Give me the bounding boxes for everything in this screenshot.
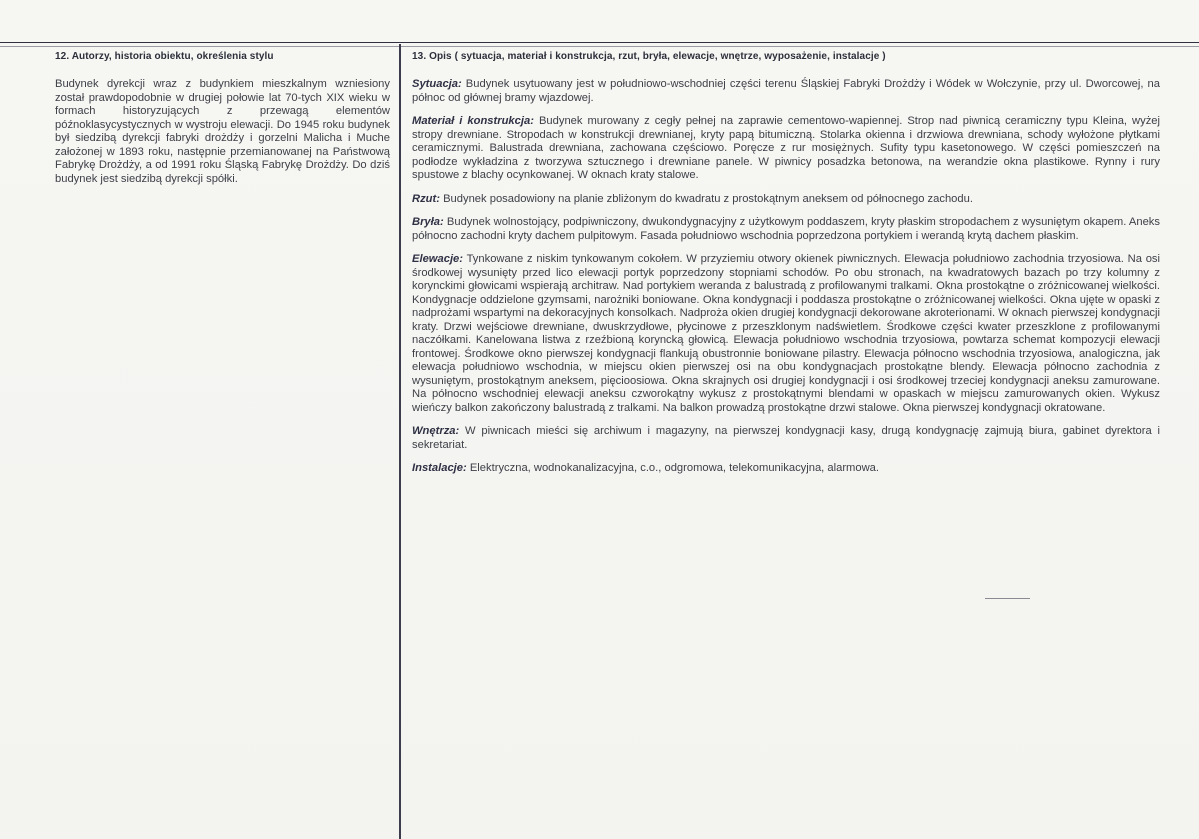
label-material: Materiał i konstrukcja: xyxy=(412,115,534,127)
label-rzut: Rzut: xyxy=(412,192,440,205)
text-rzut: Budynek posadowiony na planie zbliżonym do kwadratu z prostokątnym aneksem od północnego zachodu. xyxy=(439,192,973,205)
text-instalacje: Elektryczna, wodnokanalizacyjna, c.o., odgromowa, telekomunikacyjna, alarmowa. xyxy=(466,462,880,474)
label-sytuacja: Sytuacja: xyxy=(412,78,462,90)
paragraph-bryla xyxy=(412,216,1160,243)
right-section-heading: 13. Opis ( sytuacja, materiał i konstrukcja, rzut, bryła, elewacje, wnętrze, wyposażenie, instalacje ) xyxy=(412,51,886,62)
paragraph-wnetrza xyxy=(412,425,1160,452)
top-border-line-thin xyxy=(0,46,1199,47)
paragraph-sytuacja xyxy=(412,78,1160,105)
column-divider xyxy=(399,44,401,839)
left-section-text: Budynek dyrekcji wraz z budynkiem mieszkalnym wzniesiony został prawdopodobnie w drugiej połowie lat 70-tych XIX wieku w formach historyzujących z przewagą elementów późnoklasycystycznych w wystroju elewacji. Do 1945 roku budynek był siedzibą dyrekcji fabryki drożdży i gorzelni Malicha i Muche założonej w 1893 roku, następnie przemianowanej na Państwową Fabrykę Drożdży, a od 1991 roku Śląską Fabrykę Drożdży. Do dziś budynek jest siedzibą dyrekcji spółki. xyxy=(55,78,390,185)
top-border-line xyxy=(0,42,1199,43)
pen-stroke-mark xyxy=(985,598,1030,599)
label-elewacje: Elewacje: xyxy=(412,253,463,265)
paragraph-material xyxy=(412,115,1160,183)
paragraph-elewacje xyxy=(412,253,1160,415)
text-sytuacja: Budynek usytuowany jest w południowo-wschodniej części terenu Śląskiej Fabryki Drożdży i Wódek w Wołczynie, przy ul. Dworcowej, na północ od głównej bramy wjazdowej. xyxy=(412,78,1160,104)
text-wnetrza: W piwnicach mieści się archiwum i magazyny, na pierwszej kondygnacji kasy, drugą kondygnację zajmują biura, gabinet dyrektora i sekretariat. xyxy=(412,425,1160,451)
left-column xyxy=(55,50,390,186)
paragraph-instalacje xyxy=(412,462,1160,476)
label-bryla: Bryła: xyxy=(412,216,444,228)
right-column xyxy=(412,50,1160,486)
left-section-heading: 12. Autorzy, historia obiektu, określenia stylu xyxy=(55,51,274,62)
text-bryla: Budynek wolnostojący, podpiwniczony, dwukondygnacyjny z użytkowym poddaszem, kryty płaskim stropodachem z wysuniętym okapem. Aneks północno zachodni kryty dachem pulpitowym. Fasada południowo wschodnia poprzedzona portykiem i werandą krytą dachem płaskim. xyxy=(412,216,1160,242)
label-wnetrza: Wnętrza: xyxy=(412,425,460,437)
text-elewacje: Tynkowane z niskim tynkowanym cokołem. W przyziemiu otwory okienek piwnicznych. Elewacja południowo zachodnia trzyosiowa. Na osi środkowej wysunięty przed lico elewacji portyk poprzedzony stopniami schodów. Po obu stronach, na kwadratowych bazach po trzy kolumny z korynckimi głowicami wspierają architraw. Nad portykiem weranda z balustradą z profilowanymi tralkami. Okna prostokątne o zróżnicowanej wielkości. Kondygnacje oddzielone gzymsami, narożniki boniowane. Okna kondygnacji i poddasza prostokątne o zróżnicowanej wielkości. Okna ujęte w opaski z nadprożami wspartymi na dekoracyjnych konsolkach. Nadproża okien drugiej kondygnacji dekorowane akroterionami. W oknach pierwszej kondygnacji kraty. Drzwi wejściowe drewniane, dwuskrzydłowe, płycinowe z przeszklonym nadświetlem. Środkowe części kwater przeszklone z profilowanymi naczółkami. Kanelowana listwa z rzeźbioną koryncką głowicą. Elewacja południowo wschodnia trzyosiowa, powtarza schemat kompozycji elewacji frontowej. Środkowe okno pierwszej kondygnacji flankują obustronnie boniowane pilastry. Elewacja północno wschodnia trzyosiowa, analogiczna, jak elewacja południowo wschodnia, w miejscu okien pierwszej osi na obu kondygnacjach prostokątne blendy. Elewacja północno zachodnia z wysuniętym, prostokątnym aneksem, pięcioosiowa. Okna skrajnych osi drugiej kondygnacji i osi środkowej trzeciej kondygnacji aneksu zamurowane. Na północno wschodniej elewacji aneksu czworokątny wykusz z prostokątnymi blendami w opaskach w miejscu zamurowanych okien. Wykusz wieńczy balkon zakończony balustradą z tralkami. Na balkon prowadzą prostokątne drzwi stalowe. Okna pierwszej kondygnacji okratowane. xyxy=(412,253,1160,414)
text-material: Budynek murowany z cegły pełnej na zaprawie cementowo-wapiennej. Strop nad piwnicą ceramiczny typu Kleina, wyżej stropy drewniane. Stropodach w konstrukcji drewnianej, kryty papą bitumiczną. Stolarka okienna i drzwiowa drewniana, schody wyłożone płytkami ceramicznymi. Balustrada drewniana, zachowana częściowo. Poręcze z rur mosiężnych. Sufity typu kasetonowego. W części pomieszczeń na podłodze wykładzina z tworzywa sztucznego i drewniane panele. W piwnicy posadzka betonowa, na werandzie okna plastikowe. Rynny i rury spustowe z blachy ocynkowanej. W oknach kraty stalowe. xyxy=(412,115,1160,181)
paragraph-rzut xyxy=(412,193,1160,207)
label-instalacje: Instalacje: xyxy=(412,462,467,474)
